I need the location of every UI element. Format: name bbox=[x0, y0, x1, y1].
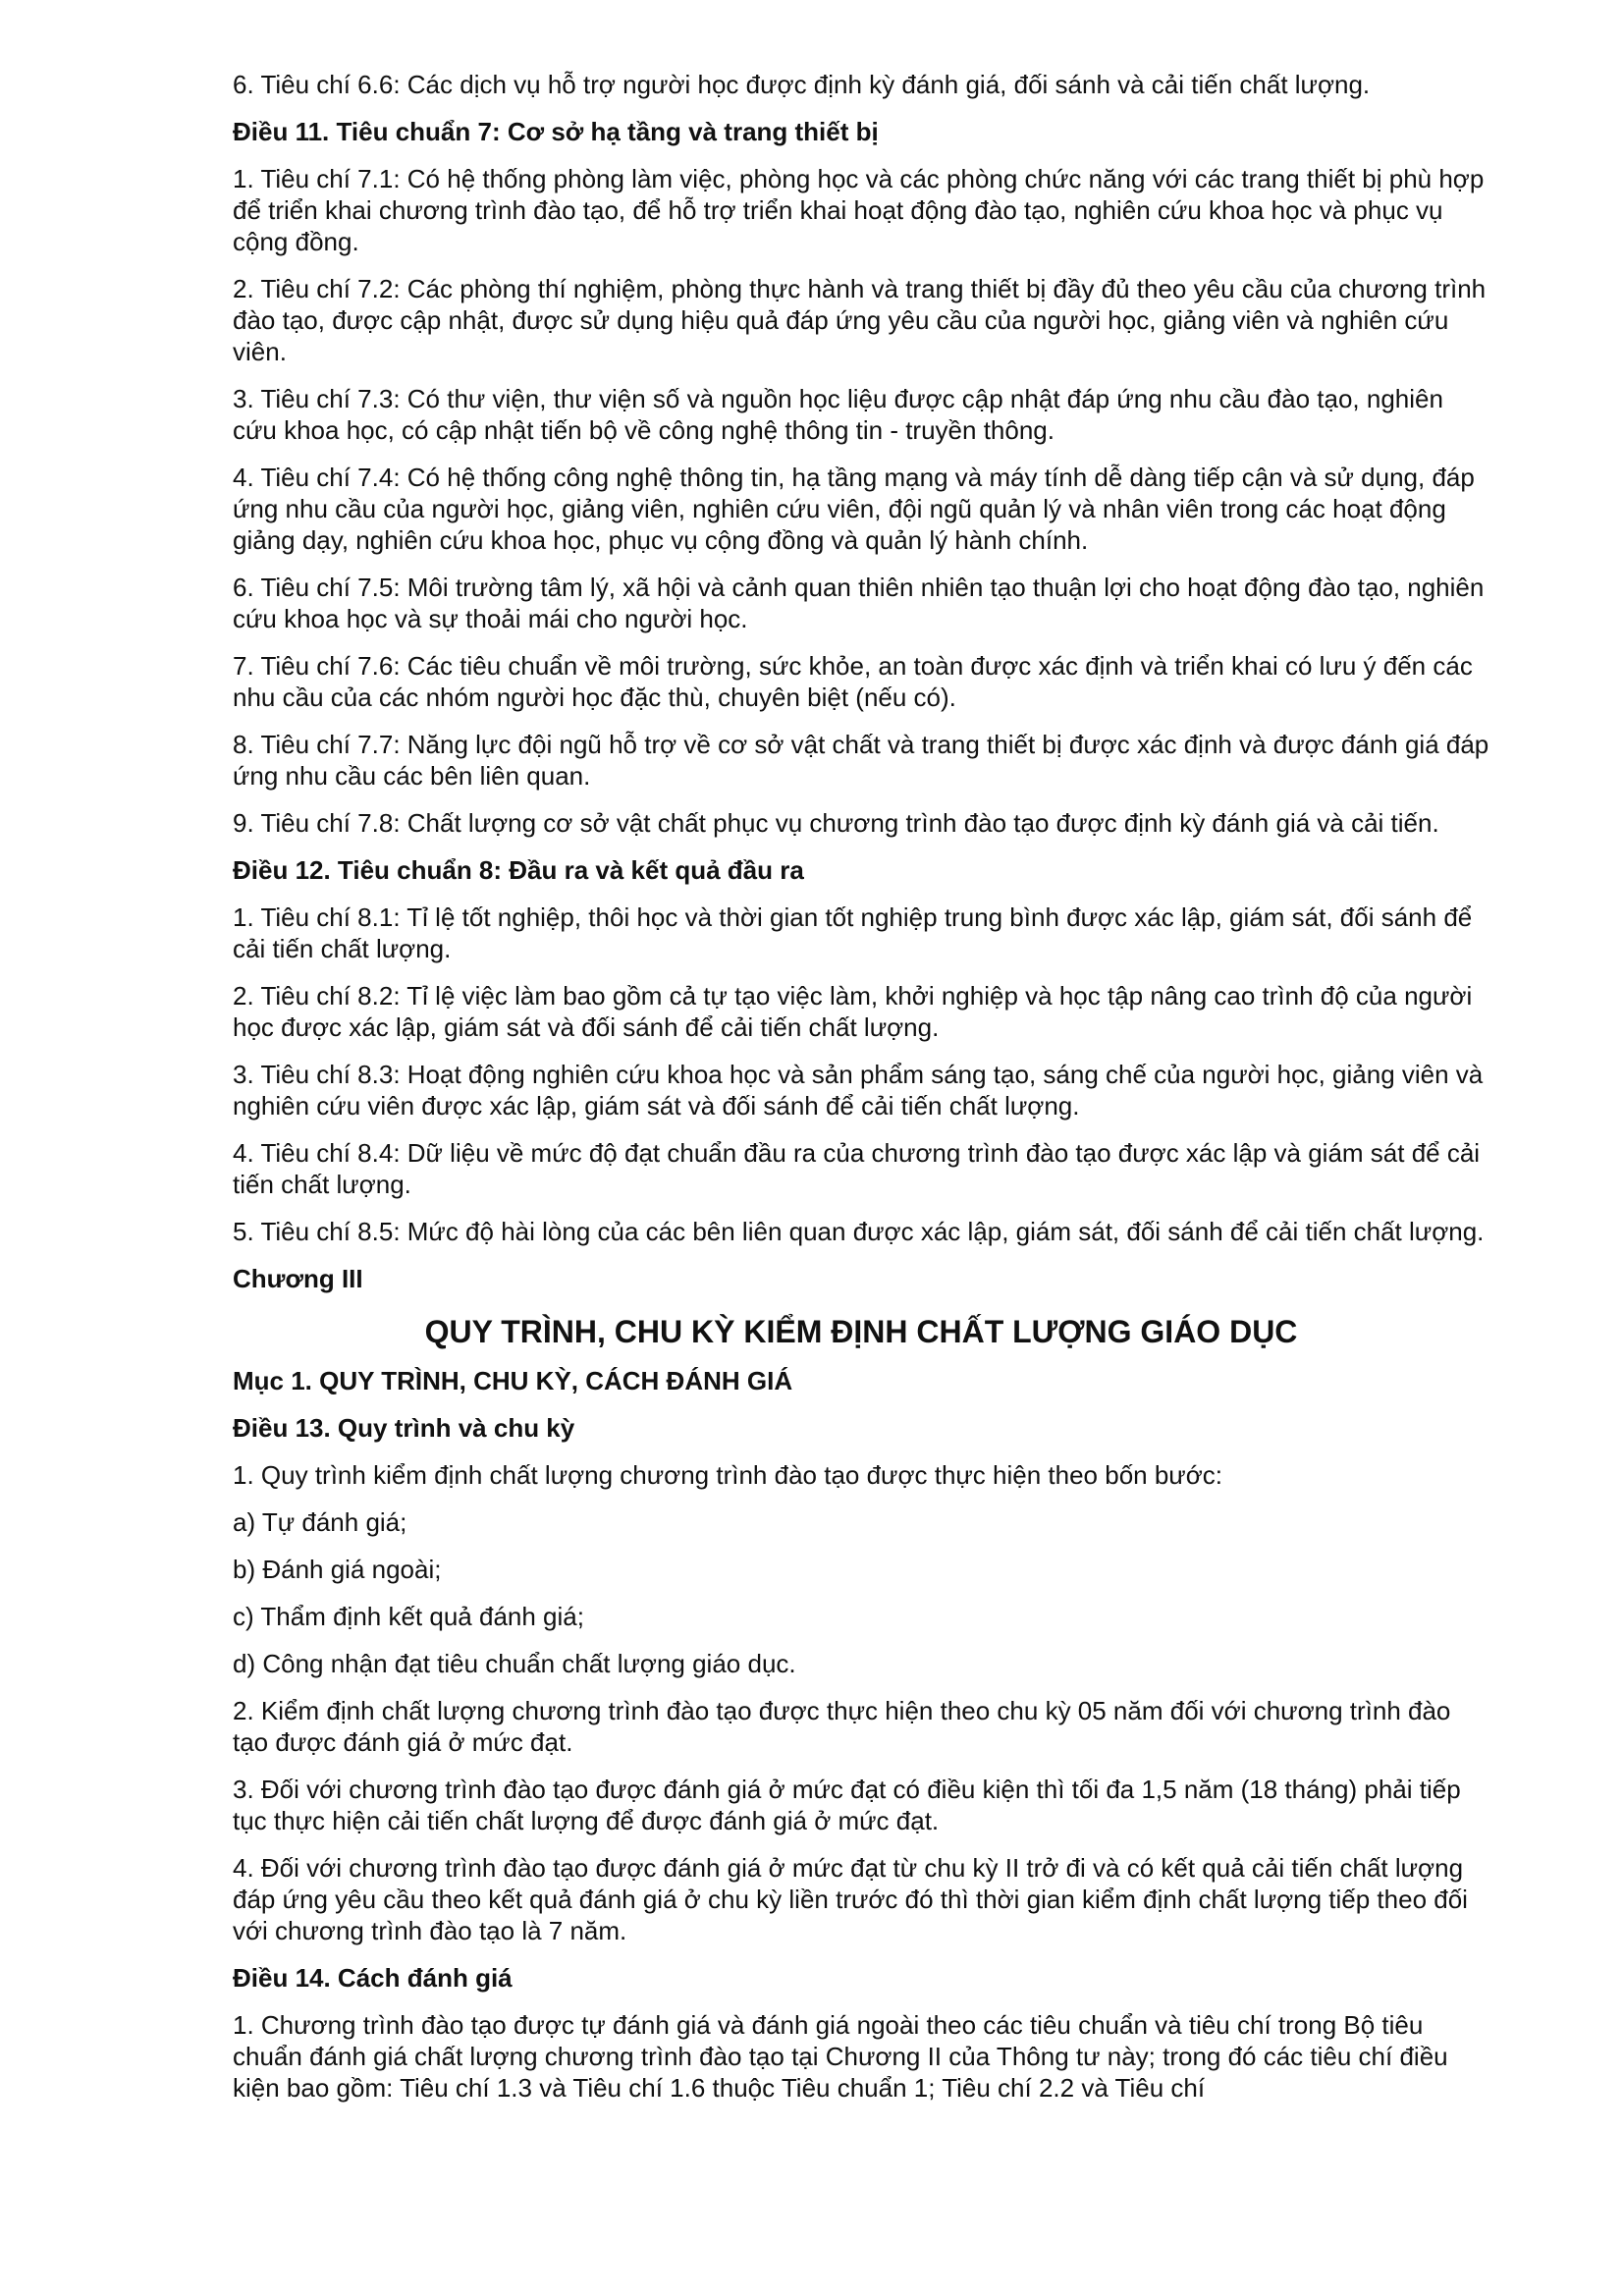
paragraph-tieu-chi-7-6: 7. Tiêu chí 7.6: Các tiêu chuẩn về môi trường, sức khỏe, an toàn được xác định và triển khai có lưu ý đến các nhu cầu của các nhóm người học đặc thù, chuyên biệt (nếu có). bbox=[233, 651, 1473, 712]
paragraph-tieu-chi-8-3: 3. Tiêu chí 8.3: Hoạt động nghiên cứu khoa học và sản phẩm sáng tạo, sáng chế của người học, giảng viên và nghiên cứu viên được xác lập, giám sát và đối sánh để cải tiến chất lượng. bbox=[233, 1060, 1484, 1121]
paragraph-tieu-chi-8-1: 1. Tiêu chí 8.1: Tỉ lệ tốt nghiệp, thôi học và thời gian tốt nghiệp trung bình được xác lập, giám sát, đối sánh để cải tiến chất lượng. bbox=[233, 902, 1473, 963]
paragraph-tieu-chi-8-5: 5. Tiêu chí 8.5: Mức độ hài lòng của các bên liên quan được xác lập, giám sát, đối sánh để cải tiến chất lượng. bbox=[233, 1217, 1485, 1246]
paragraph-cach-danh-gia: 1. Chương trình đào tạo được tự đánh giá và đánh giá ngoài theo các tiêu chuẩn và tiêu chí trong Bộ tiêu chuẩn đánh giá chất lượng chương trình đào tạo tại Chương II của Thông tư này; trong đó các tiêu chí điều kiện bao gồm: Tiêu chí 1.3 và Tiêu chí 1.6 thuộc Tiêu chuẩn 1; Tiêu chí 2.2 và Tiêu chí bbox=[233, 2010, 1448, 2103]
list-item-tham-dinh: c) Thẩm định kết quả đánh giá; bbox=[233, 1602, 584, 1631]
paragraph-tieu-chi-7-1: 1. Tiêu chí 7.1: Có hệ thống phòng làm việc, phòng học và các phòng chức năng với các trang thiết bị phù hợp để triển khai chương trình đào tạo, để hỗ trợ triển khai hoạt động đào tạo, nghiên cứu khoa học và phục vụ cộng đồng. bbox=[233, 164, 1485, 256]
list-item-cong-nhan: d) Công nhận đạt tiêu chuẩn chất lượng giáo dục. bbox=[233, 1649, 796, 1678]
heading-dieu-14: Điều 14. Cách đánh giá bbox=[233, 1963, 513, 1993]
list-item-tu-danh-gia: a) Tự đánh giá; bbox=[233, 1507, 407, 1537]
paragraph-tieu-chi-7-8: 9. Tiêu chí 7.8: Chất lượng cơ sở vật chất phục vụ chương trình đào tạo được định kỳ đánh giá và cải tiến. bbox=[233, 808, 1439, 838]
paragraph-tieu-chi-7-3: 3. Tiêu chí 7.3: Có thư viện, thư viện số và nguồn học liệu được cập nhật đáp ứng nhu cầu đào tạo, nghiên cứu khoa học, có cập nhật tiến bộ về công nghệ thông tin - truyền thông. bbox=[233, 384, 1443, 445]
paragraph-tieu-chi-7-2: 2. Tiêu chí 7.2: Các phòng thí nghiệm, phòng thực hành và trang thiết bị đầy đủ theo yêu cầu của chương trình đào tạo, được cập nhật, được sử dụng hiệu quả đáp ứng yêu cầu của người học, giảng viên và nghiên cứu viên. bbox=[233, 274, 1487, 366]
paragraph-tieu-chi-8-4: 4. Tiêu chí 8.4: Dữ liệu về mức độ đạt chuẩn đầu ra của chương trình đào tạo được xác lập và giám sát để cải tiến chất lượng. bbox=[233, 1138, 1481, 1199]
heading-muc-1: Mục 1. QUY TRÌNH, CHU KỲ, CÁCH ĐÁNH GIÁ bbox=[233, 1366, 793, 1395]
chapter-title: QUY TRÌNH, CHU KỲ KIỂM ĐỊNH CHẤT LƯỢNG GIÁO DỤC bbox=[424, 1314, 1298, 1349]
paragraph-chu-ky-05-nam: 2. Kiểm định chất lượng chương trình đào tạo được thực hiện theo chu kỳ 05 năm đối với chương trình đào tạo được đánh giá ở mức đạt. bbox=[233, 1696, 1451, 1757]
list-item-danh-gia-ngoai: b) Đánh giá ngoài; bbox=[233, 1555, 442, 1584]
paragraph-tieu-chi-7-5: 6. Tiêu chí 7.5: Môi trường tâm lý, xã hội và cảnh quan thiên nhiên tạo thuận lợi cho hoạt động đào tạo, nghiên cứu khoa học và sự thoải mái cho người học. bbox=[233, 573, 1485, 633]
heading-chuong-3: Chương III bbox=[233, 1264, 363, 1293]
heading-dieu-13: Điều 13. Quy trình và chu kỳ bbox=[233, 1413, 575, 1443]
paragraph-tieu-chi-6-6: 6. Tiêu chí 6.6: Các dịch vụ hỗ trợ người học được định kỳ đánh giá, đối sánh và cải tiến chất lượng. bbox=[233, 70, 1371, 99]
paragraph-dat-co-dieu-kien: 3. Đối với chương trình đào tạo được đánh giá ở mức đạt có điều kiện thì tối đa 1,5 năm (18 tháng) phải tiếp tục thực hiện cải tiến chất lượng để được đánh giá ở mức đạt. bbox=[233, 1775, 1461, 1835]
heading-dieu-11: Điều 11. Tiêu chuẩn 7: Cơ sở hạ tầng và trang thiết bị bbox=[233, 117, 879, 146]
paragraph-tieu-chi-8-2: 2. Tiêu chí 8.2: Tỉ lệ việc làm bao gồm cả tự tạo việc làm, khởi nghiệp và học tập nâng cao trình độ của người học được xác lập, giám sát và đối sánh để cải tiến chất lượng. bbox=[233, 981, 1473, 1042]
paragraph-tieu-chi-7-7: 8. Tiêu chí 7.7: Năng lực đội ngũ hỗ trợ về cơ sở vật chất và trang thiết bị được xác định và được đánh giá đáp ứng nhu cầu các bên liên quan. bbox=[233, 730, 1489, 791]
paragraph-tieu-chi-7-4: 4. Tiêu chí 7.4: Có hệ thống công nghệ thông tin, hạ tầng mạng và máy tính dễ dàng tiếp cận và sử dụng, đáp ứng nhu cầu của người học, giảng viên, nghiên cứu viên, đội ngũ quản lý và nhân viên trong các hoạt động giảng dạy, nghiên cứu khoa học, phục vụ cộng đồng và quản lý hành chính. bbox=[233, 463, 1475, 555]
paragraph-quy-trinh: 1. Quy trình kiểm định chất lượng chương trình đào tạo được thực hiện theo bốn bước: bbox=[233, 1460, 1222, 1490]
document-page bbox=[233, 69, 1489, 2119]
paragraph-chu-ky-ii: 4. Đối với chương trình đào tạo được đánh giá ở mức đạt từ chu kỳ II trở đi và có kết quả cải tiến chất lượng đáp ứng yêu cầu theo kết quả đánh giá ở chu kỳ liền trước đó thì thời gian kiểm định chất lượng tiếp theo đối với chương trình đào tạo là 7 năm. bbox=[233, 1853, 1468, 1945]
heading-dieu-12: Điều 12. Tiêu chuẩn 8: Đầu ra và kết quả đầu ra bbox=[233, 855, 804, 885]
